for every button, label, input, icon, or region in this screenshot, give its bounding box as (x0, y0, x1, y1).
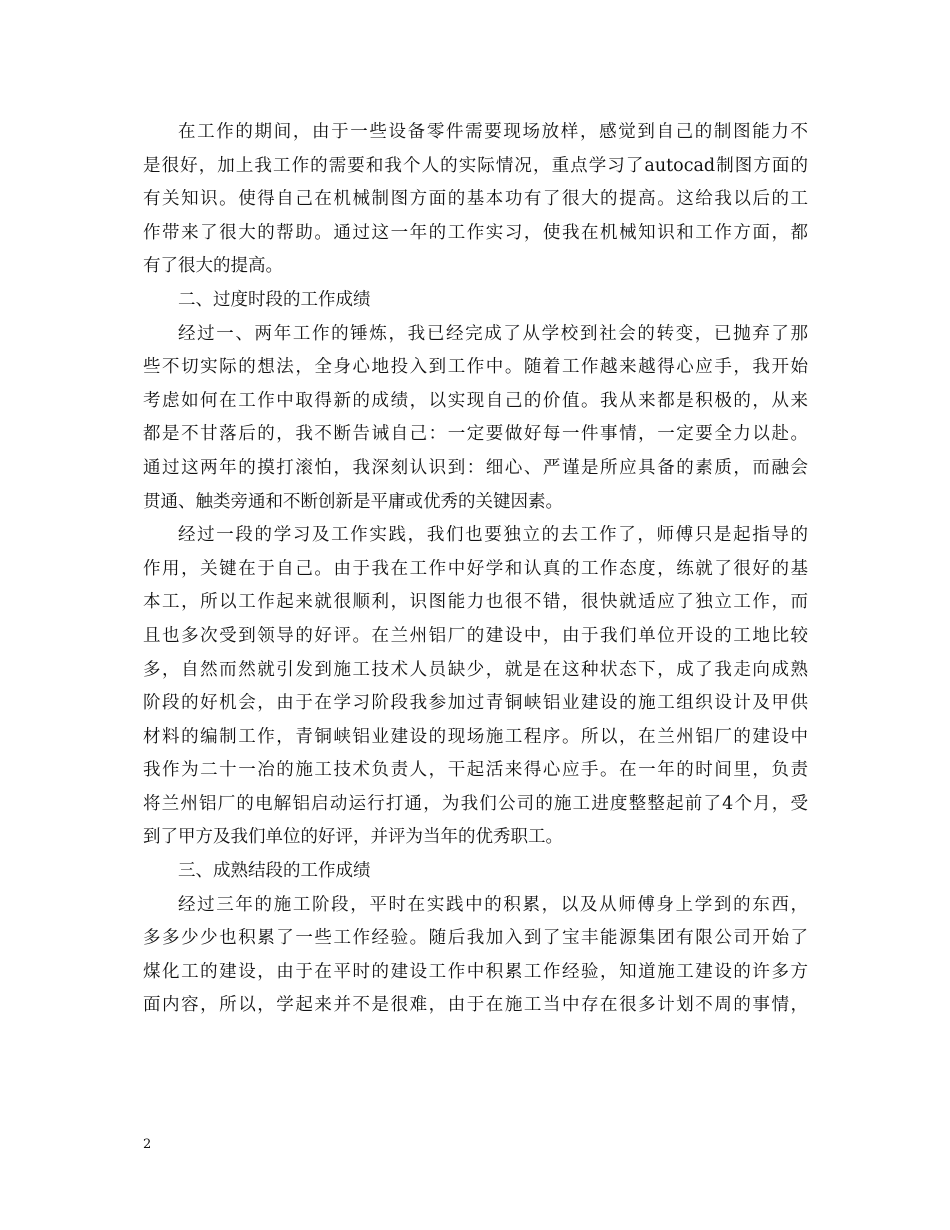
text-line: 作用，关键在于自己。由于我在工作中好学和认真的工作态度，练就了很好的基 (143, 558, 808, 579)
text-line: 二、过度时段的工作成绩 (178, 289, 371, 310)
text-line: 且也多次受到领导的好评。在兰州铝厂的建设中，由于我们单位开设的工地比较 (143, 625, 808, 646)
text-line: 面内容，所以，学起来并不是很难，由于在施工当中存在很多计划不周的事情， (143, 995, 808, 1016)
text-line: 作带来了很大的帮助。通过这一年的工作实习，使我在机械知识和工作方面，都 (143, 222, 808, 243)
text-line: 到了甲方及我们单位的好评，并评为当年的优秀职工。 (143, 827, 563, 848)
text-line: 在工作的期间，由于一些设备零件需要现场放样，感觉到自己的制图能力不 (178, 122, 808, 142)
text-line: 煤化工的建设，由于在平时的建设工作中积累工作经验，知道施工建设的许多方 (143, 961, 808, 982)
text-line: 经过三年的施工阶段，平时在实践中的积累，以及从师傅身上学到的东西， (178, 894, 808, 915)
document-body (143, 116, 808, 1023)
text-line: 有了很大的提高。 (143, 256, 283, 277)
text-line: 是很好，加上我工作的需要和我个人的实际情况，重点学习了autocad制图方面的 (143, 155, 808, 176)
text-line: 材料的编制工作，青铜峡铝业建设的现场施工程序。所以，在兰州铝厂的建设中 (143, 726, 808, 747)
text-line: 些不切实际的想法，全身心地投入到工作中。随着工作越来越得心应手，我开始 (143, 357, 808, 378)
text-line: 多多少少也积累了一些工作经验。随后我加入到了宝丰能源集团有限公司开始了 (143, 928, 808, 949)
text-line: 有关知识。使得自己在机械制图方面的基本功有了很大的提高。这给我以后的工 (143, 189, 808, 210)
page-number: 2 (143, 1137, 152, 1152)
text-line: 我作为二十一冶的施工技术负责人，干起活来得心应手。在一年的时间里，负责 (143, 760, 808, 781)
text-line: 贯通、触类旁通和不断创新是平庸或优秀的关键因素。 (143, 491, 563, 512)
text-line: 考虑如何在工作中取得新的成绩，以实现自己的价值。我从来都是积极的，从来 (143, 390, 808, 411)
text-line: 阶段的好机会，由于在学习阶段我参加过青铜峡铝业建设的施工组织设计及甲供 (143, 693, 808, 714)
text-line: 将兰州铝厂的电解铝启动运行打通，为我们公司的施工进度整整起前了4个月，受 (143, 793, 808, 814)
text-line: 经过一段的学习及工作实践，我们也要独立的去工作了，师傅只是起指导的 (178, 525, 808, 546)
text-line: 本工，所以工作起来就很顺利，识图能力也很不错，很快就适应了独立工作，而 (143, 592, 808, 613)
text-line: 多，自然而然就引发到施工技术人员缺少，就是在这种状态下，成了我走向成熟 (143, 659, 808, 680)
text-line: 经过一、两年工作的锤炼，我已经完成了从学校到社会的转变，已抛弃了那 (178, 323, 808, 344)
text-line: 都是不甘落后的，我不断告诫自己：一定要做好每一件事情，一定要全力以赴。 (143, 424, 808, 445)
text-line: 通过这两年的摸打滚怕，我深刻认识到：细心、严谨是所应具备的素质，而融会 (143, 457, 808, 478)
text-line: 三、成熟结段的工作成绩 (178, 861, 371, 882)
